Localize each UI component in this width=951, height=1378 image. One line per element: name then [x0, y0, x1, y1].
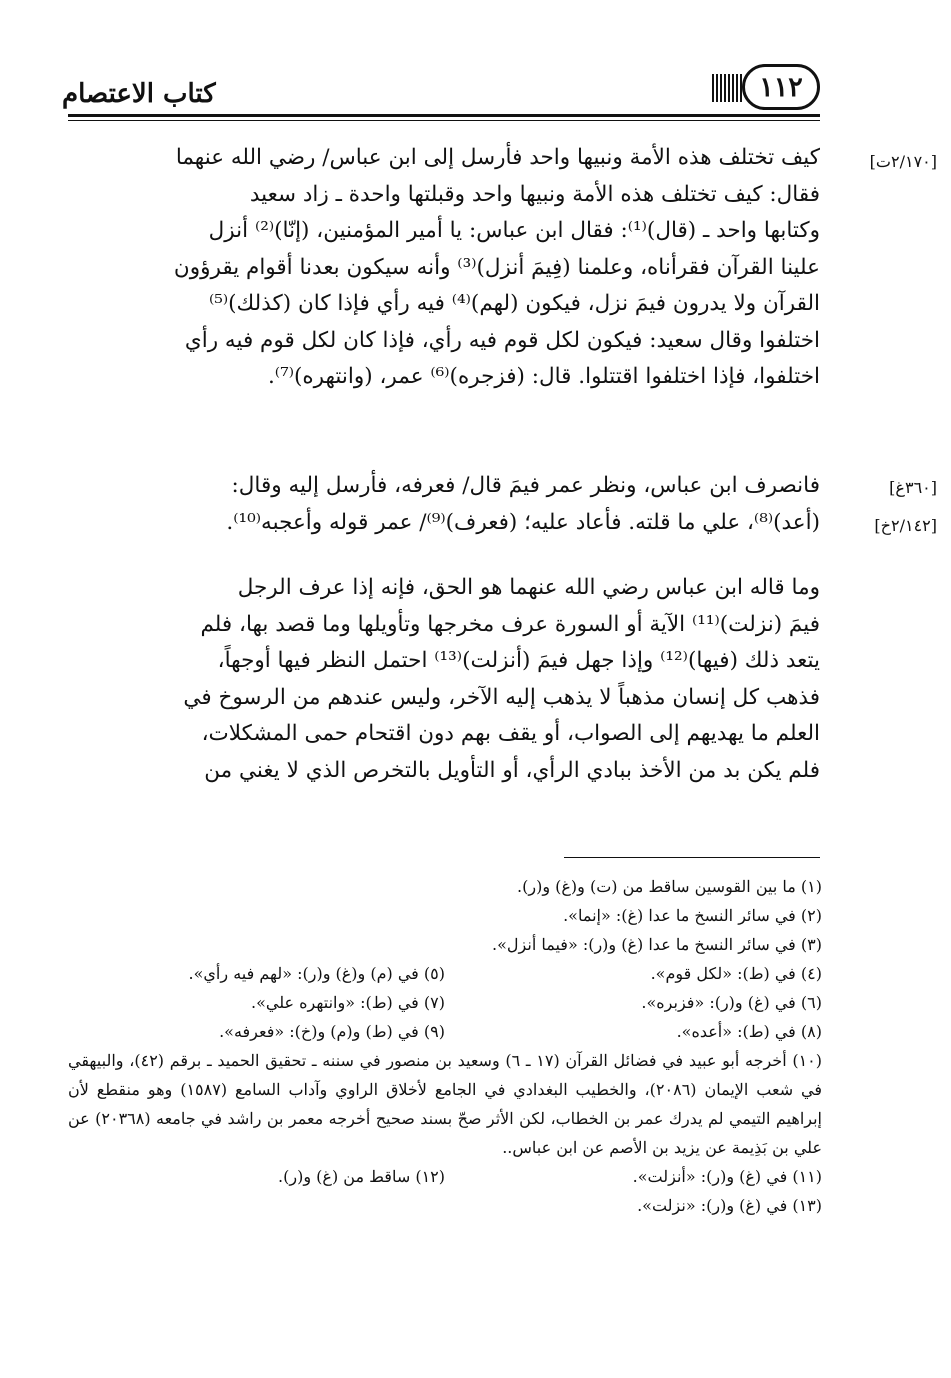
footnote-row	[68, 901, 822, 930]
text-line: فانصرف ابن عباس، ونظر عمر فيمَ قال/ فعرفه، فأرسل إليه وقال:	[231, 473, 820, 498]
page-number: ١١٢	[742, 64, 820, 110]
footnote: (٦) في (غ) و(ر): «فزبره».	[641, 993, 822, 1012]
header-rule-thin	[68, 120, 820, 121]
text-line: يتعد ذلك (فيها)⁽¹²⁾ وإذا جهل فيمَ (أنزلت)⁽¹³⁾ احتمل النظر فيها أوجهاً،	[217, 648, 820, 673]
text-line: وما قاله ابن عباس رضي الله عنهما هو الحق، فإنه إذا عرف الرجل	[237, 575, 820, 600]
text-line: فيمَ (نزلت)⁽¹¹⁾ الآية أو السورة عرف مخرجها وتأويلها وما قصد بها، فلم	[200, 611, 820, 637]
body-paragraph	[68, 140, 820, 396]
page-badge-ornament	[712, 74, 742, 102]
footnote: (١) ما بين القوسين ساقط من (ت) و(غ) و(ر).	[517, 877, 822, 896]
footnote: (٧) في (ط): «وانتهره علي».	[251, 993, 445, 1012]
footnote: (٣) في سائر النسخ ما عدا (غ) و(ر): «فيما أنزل».	[492, 935, 822, 954]
footnote-row	[68, 1162, 822, 1191]
footnote-separator	[564, 857, 820, 858]
text-line: وكتابها واحد ـ (قال)⁽¹⁾: فقال ابن عباس: يا أمير المؤمنين، (إنّا)⁽²⁾ أنزل	[208, 218, 820, 243]
text-line: القرآن ولا يدرون فيمَ نزل، فيكون (لهم)⁽⁴⁾ فيه رأي فإذا كان (كذلك)⁽⁵⁾	[208, 291, 820, 316]
text-line: فقال: كيف تختلف هذه الأمة ونبيها واحد وقبلتها واحدة ـ زاد سعيد	[249, 181, 820, 207]
footnote-row	[68, 959, 822, 988]
footnote: (١٣) في (غ) و(ر): «نزلت».	[637, 1196, 822, 1215]
book-title: كتاب الاعتصام	[62, 79, 216, 109]
body-paragraph	[68, 468, 820, 541]
header-rule	[68, 114, 820, 117]
footnote: (٨) في (ط): «أعده».	[676, 1022, 822, 1041]
footnote: (٩) في (ط) و(م) و(خ): «فعرفه».	[219, 1022, 445, 1041]
footnote: (١١) في (غ) و(ر): «أنزلت».	[632, 1167, 822, 1186]
text-line: علينا القرآن فقرأناه، وعلمنا (فِيمَ أنزل)⁽³⁾ وأنه سيكون بعدنا أقوام يقرؤون	[173, 254, 820, 280]
body-paragraph	[68, 570, 820, 789]
text-line: فذهب كل إنسان مذهباً لا يذهب إليه الآخر، وليس عندهم من الرسوخ في	[183, 684, 820, 710]
footnote: (٤) في (ط): «لكل قوم».	[650, 964, 822, 983]
marginal-ref: [٣٦٠غ]	[889, 478, 937, 497]
text-line: اختلفوا وقال سعيد: فيكون لكل قوم فيه رأي، فإذا كان لكل قوم فيه رأي	[184, 327, 820, 353]
footnote: (١٠) أخرجه أبو عبيد في فضائل القرآن (١٧ ـ ٦) وسعيد بن منصور في سننه ـ تحقيق الحميد ـ برقم (٤٢)، والبيهقي في شعب الإيمان (٢٠٨٦)، والخطيب البغدادي في الجامع لأخلاق الراوي وآداب السامع (١٥٨٧) وهو منقطع لأن إبراهيم التيمي لم يدرك عمر بن الخطاب، لكن الأثر صحّ بسند صحيح أخرجه معمر بن راشد في جامعه (٢٠٣٦٨) عن علي بن بَذِيمة عن يزيد بن الأصم عن ابن عباس..	[68, 1051, 823, 1157]
text-line: فلم يكن بد من الأخذ ببادي الرأي، أو التأويل بالتخرص الذي لا يغني من	[204, 757, 820, 783]
marginal-ref: [٢/١٤٢خ]	[874, 516, 937, 535]
text-line: العلم ما يهديهم إلى الصواب، أو يقف بهم دون اقتحام حمى المشكلات،	[201, 721, 820, 746]
footnote-row	[68, 930, 822, 959]
footnote: (٥) في (م) و(غ) و(ر): «لهم فيه رأي».	[188, 964, 445, 983]
footnote: (٢) في سائر النسخ ما عدا (غ): «إنما».	[563, 906, 822, 925]
footnote-row	[68, 872, 822, 901]
text-line: كيف تختلف هذه الأمة ونبيها واحد فأرسل إلى ابن عباس/ رضي الله عنهما	[175, 145, 820, 170]
marginal-ref: [٢/١٧٠ت]	[869, 152, 937, 171]
footnote-row	[68, 1017, 822, 1046]
text-line: اختلفوا، فإذا اختلفوا اقتتلوا. قال: (فزجره)⁽⁶⁾ عمر، (وانتهره)⁽⁷⁾.	[267, 364, 820, 389]
footnote-row	[68, 1191, 822, 1220]
footnote-row	[68, 988, 822, 1017]
footnote: (١٢) ساقط من (غ) و(ر).	[278, 1167, 445, 1186]
text-line: (أعد)⁽⁸⁾، علي ما قلته. فأعاد عليه؛ (فعرف)⁽⁹⁾/ عمر قوله وأعجبه⁽¹⁰⁾.	[226, 509, 820, 535]
footnotes	[68, 872, 822, 1220]
footnote-row	[68, 1046, 822, 1162]
